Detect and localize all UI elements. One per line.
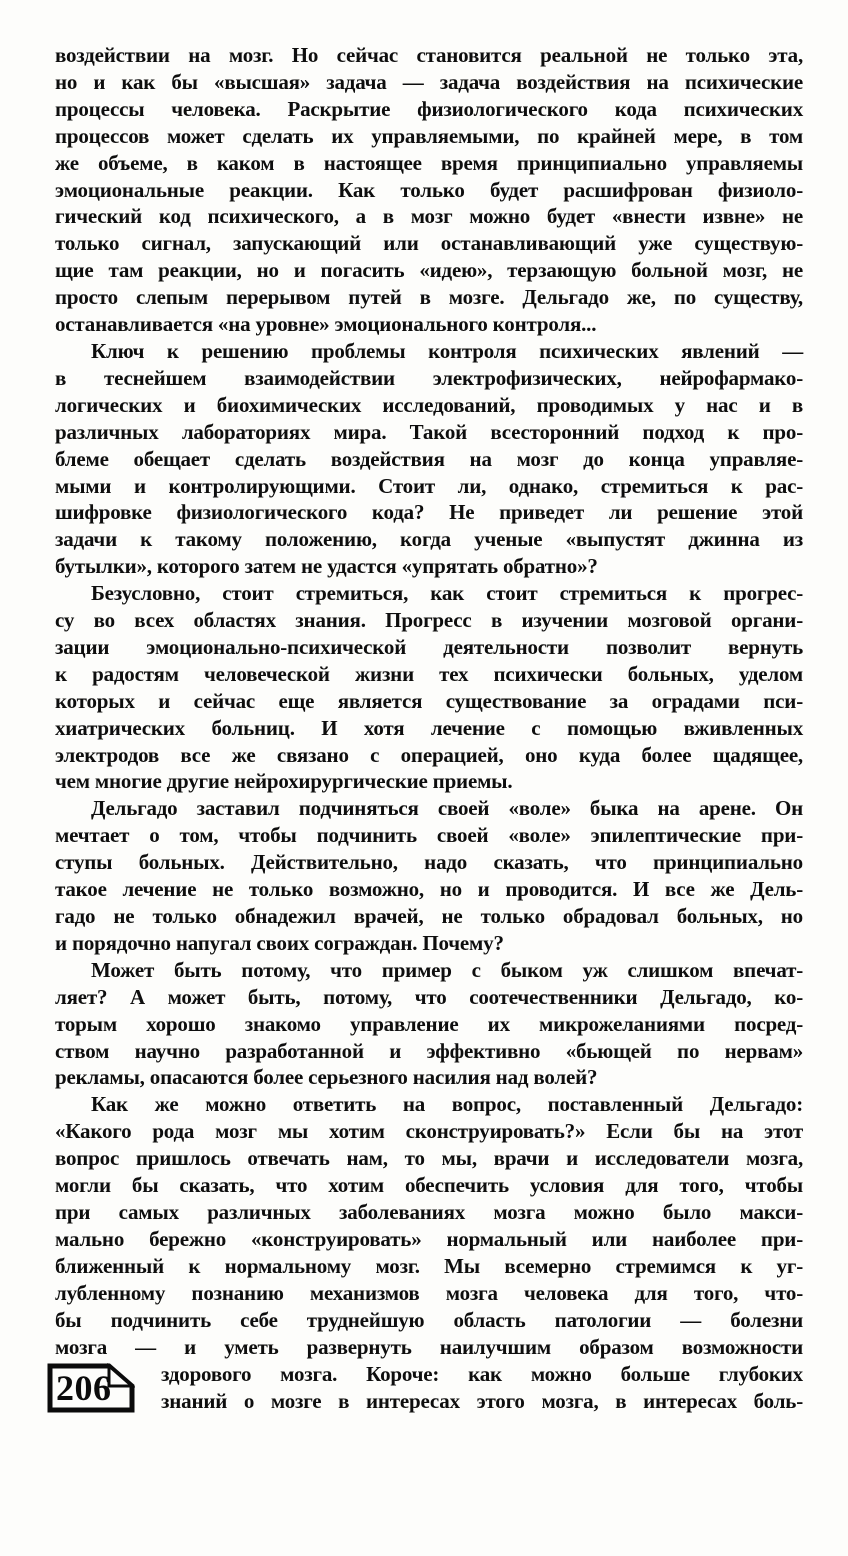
text-line: су во всех областях знания. Прогресс в изучении мозговой органи- [55, 608, 803, 633]
text-line: шифровке физиологического кода? Не приведет ли решение этой [55, 500, 803, 525]
text-line: гический код психического, а в мозг можно будет «внести извне» не [55, 204, 803, 229]
text-line: задачи к такому положению, когда ученые «выпустят джинна из [55, 527, 803, 552]
footer-row [55, 1361, 803, 1415]
text-line: могли бы сказать, что хотим обеспечить условия для того, чтобы [55, 1173, 803, 1198]
text-line: же объеме, в каком в настоящее время принципиально управляемы [55, 150, 803, 175]
text-line: мечтает о том, чтобы подчинить своей «воле» эпилептические при- [55, 823, 803, 848]
text-line: в теснейшем взаимодействии электрофизических, нейрофармако- [55, 365, 803, 390]
text-line: зации эмоционально-психической деятельности позволит вернуть [55, 634, 803, 659]
text-line: рекламы, опасаются более серьезного насилия над волей? [55, 1065, 598, 1090]
text-line: просто слепым перерывом путей в мозге. Дельгадо же, по существу, [55, 285, 803, 310]
text-line: блеме обещает сделать воздействия на мозг до конца управляе- [55, 446, 803, 471]
text-line: «Какого рода мозг мы хотим сконструировать?» Если бы на этот [55, 1119, 803, 1144]
text-line: чем многие другие нейрохирургические приемы. [55, 769, 513, 794]
paragraphs [55, 42, 803, 1360]
text-line: ближенный к нормальному мозг. Мы всемерно стремимся к уг- [55, 1253, 803, 1278]
text-line: Как же можно ответить на вопрос, поставленный Дельгадо: [91, 1092, 803, 1117]
text-line: логических и биохимических исследований, проводимых у нас и в [55, 392, 803, 417]
page-number-badge [47, 1363, 135, 1413]
text-line: торым хорошо знакомо управление их микрожеланиями посред- [55, 1011, 803, 1036]
text-line: Безусловно, стоит стремиться, как стоит стремиться к прогрес- [91, 581, 803, 606]
text-line: мозга — и уметь развернуть наилучшим образом возможности [55, 1334, 803, 1359]
text-line: электродов все же связано с операцией, оно куда более щадящее, [55, 742, 803, 767]
text-line: при самых различных заболеваниях мозга можно было макси- [55, 1199, 803, 1224]
text-line: лубленному познанию механизмов мозга человека для того, что- [55, 1280, 803, 1305]
text-line: мально бережно «конструировать» нормальный или наиболее при- [55, 1226, 803, 1251]
text-line: мыми и контролирующими. Стоит ли, однако, стремиться к рас- [55, 473, 803, 498]
footer-wrapped-lines [161, 1361, 803, 1415]
text-line: вопрос пришлось отвечать нам, то мы, врачи и исследователи мозга, [55, 1146, 803, 1171]
text-line: щие там реакции, но и погасить «идею», терзающую больной мозг, не [55, 258, 803, 283]
text-line: к радостям человеческой жизни тех психически больных, уделом [55, 661, 803, 686]
text-line: такое лечение не только возможно, но и проводится. И все же Дель- [55, 877, 803, 902]
text-line: ступы больных. Действительно, надо сказать, что принципиально [55, 850, 803, 875]
text-line: которых и сейчас еще является существование за оградами пси- [55, 688, 803, 713]
text-line: ляет? А может быть, потому, что соотечественники Дельгадо, ко- [55, 984, 803, 1009]
page-number: 206 [56, 1368, 112, 1409]
text-line: процессы человека. Раскрытие физиологического кода психических [55, 96, 803, 121]
text-line: ством научно разработанной и эффективно «бьющей по нервам» [55, 1038, 803, 1063]
text-line: Дельгадо заставил подчиняться своей «воле» быка на арене. Он [91, 796, 803, 821]
text-line: и порядочно напугал своих сограждан. Почему? [55, 930, 504, 955]
text-line: эмоциональные реакции. Как только будет расшифрован физиоло- [55, 177, 803, 202]
text-line: здорового мозга. Короче: как можно больше глубоких [161, 1362, 803, 1387]
text-line: воздействии на мозг. Но сейчас становится реальной не только эта, [55, 43, 803, 67]
text-line: останавливается «на уровне» эмоционального контроля... [55, 312, 597, 337]
text-line: процессов может сделать их управляемыми, по крайней мере, в том [55, 123, 803, 148]
text-line: хиатрических больниц. И хотя лечение с помощью вживленных [55, 715, 803, 740]
text-block [55, 42, 803, 1415]
text-line: только сигнал, запускающий или останавливающий уже существую- [55, 231, 803, 256]
text-line: Ключ к решению проблемы контроля психических явлений — [91, 338, 803, 363]
text-line: бутылки», которого затем не удастся «упрятать обратно»? [55, 554, 598, 579]
text-line: различных лабораториях мира. Такой всесторонний подход к про- [55, 419, 803, 444]
text-line: знаний о мозге в интересах этого мозга, в интересах боль- [161, 1389, 803, 1414]
text-line: гадо не только обнадежил врачей, не только обрадовал больных, но [55, 904, 803, 928]
text-line: Может быть потому, что пример с быком уж слишком впечат- [91, 957, 803, 982]
text-line: но и как бы «высшая» задача — задача воздействия на психические [55, 69, 803, 94]
text-line: бы подчинить себе труднейшую область патологии — болезни [55, 1307, 803, 1332]
